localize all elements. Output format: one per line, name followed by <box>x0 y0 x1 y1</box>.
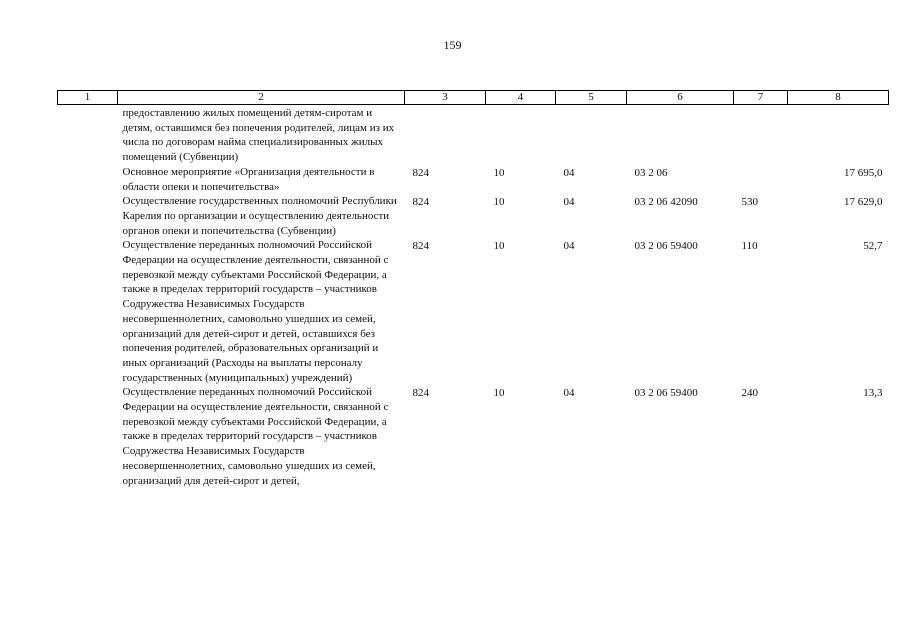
column-header-5: 5 <box>556 91 627 105</box>
subsection-code: 04 <box>563 196 575 209</box>
expense-type-code: 240 <box>741 387 758 400</box>
budget-table <box>57 90 889 488</box>
row-name: Осуществление переданных полномочий Российской Федерации на осуществление деятельности, связанной с перевозкой между субъектами Российской Федерации, а также в пределах территорий государств – участников Содружества Независимых Государств несовершеннолетних, самовольно ушедших из семей, организаций для детей-сирот и детей, <box>122 386 389 487</box>
target-article-code: 03 2 06 59400 <box>634 387 698 400</box>
amount <box>788 105 889 165</box>
subsection-code: 04 <box>563 166 575 179</box>
table-row <box>58 194 889 238</box>
row-number <box>58 238 118 385</box>
expense-type-code: 530 <box>741 196 758 209</box>
section-code: 10 <box>493 196 505 209</box>
column-header-7: 7 <box>734 91 788 105</box>
table-header-row <box>58 91 889 105</box>
ministry-code: 824 <box>412 196 429 209</box>
subsection-code: 04 <box>563 387 575 400</box>
ministry-code: 824 <box>412 240 429 253</box>
table-row <box>58 238 889 385</box>
expense-type-code <box>734 105 788 165</box>
table-row <box>58 385 889 488</box>
row-number <box>58 194 118 238</box>
amount: 17 695,0 <box>844 166 883 179</box>
amount: 17 629,0 <box>844 196 883 209</box>
row-number <box>58 165 118 194</box>
target-article-code: 03 2 06 <box>634 166 668 179</box>
column-header-2: 2 <box>118 91 405 105</box>
row-number <box>58 105 118 165</box>
column-header-4: 4 <box>486 91 556 105</box>
section-code: 10 <box>493 166 505 179</box>
section-code <box>486 105 556 165</box>
row-name: Осуществление государственных полномочий Республики Карелия по организации и осуществлению деятельности органов опеки и попечительства (Субвенции) <box>122 195 397 237</box>
row-name: Осуществление переданных полномочий Российской Федерации на осуществление деятельности, связанной с перевозкой между субъектами Российской Федерации, а также в пределах территорий государств – участников Содружества Независимых Государств несовершеннолетних, самовольно ушедших из семей, организаций для детей-сирот и детей, оставшихся без попечения родителей, образовательных организаций и иных организаций (Расходы на выплаты персоналу государственных (муниципальных) учреждений) <box>122 239 389 384</box>
column-header-3: 3 <box>405 91 486 105</box>
amount: 13,3 <box>863 387 883 400</box>
page-number: 159 <box>443 38 462 52</box>
table-row <box>58 105 889 165</box>
target-article-code <box>627 105 734 165</box>
target-article-code: 03 2 06 59400 <box>634 240 698 253</box>
section-code: 10 <box>493 240 505 253</box>
section-code: 10 <box>493 387 505 400</box>
column-header-6: 6 <box>627 91 734 105</box>
ministry-code: 824 <box>412 166 429 179</box>
ministry-code <box>405 105 486 165</box>
subsection-code <box>556 105 627 165</box>
ministry-code: 824 <box>412 387 429 400</box>
expense-type-code <box>734 165 788 194</box>
amount: 52,7 <box>863 240 883 253</box>
row-number <box>58 385 118 488</box>
column-header-1: 1 <box>58 91 118 105</box>
target-article-code: 03 2 06 42090 <box>634 196 698 209</box>
row-name: Основное мероприятие «Организация деятельности в области опеки и попечительства» <box>122 165 375 193</box>
row-name: предоставлению жилых помещений детям-сиротам и детям, оставшимся без попечения родителей, лицам из их числа по договорам найма специализированных жилых помещений (Субвенции) <box>122 107 395 164</box>
table-row <box>58 165 889 194</box>
column-header-8: 8 <box>788 91 889 105</box>
subsection-code: 04 <box>563 240 575 253</box>
expense-type-code: 110 <box>741 240 758 253</box>
